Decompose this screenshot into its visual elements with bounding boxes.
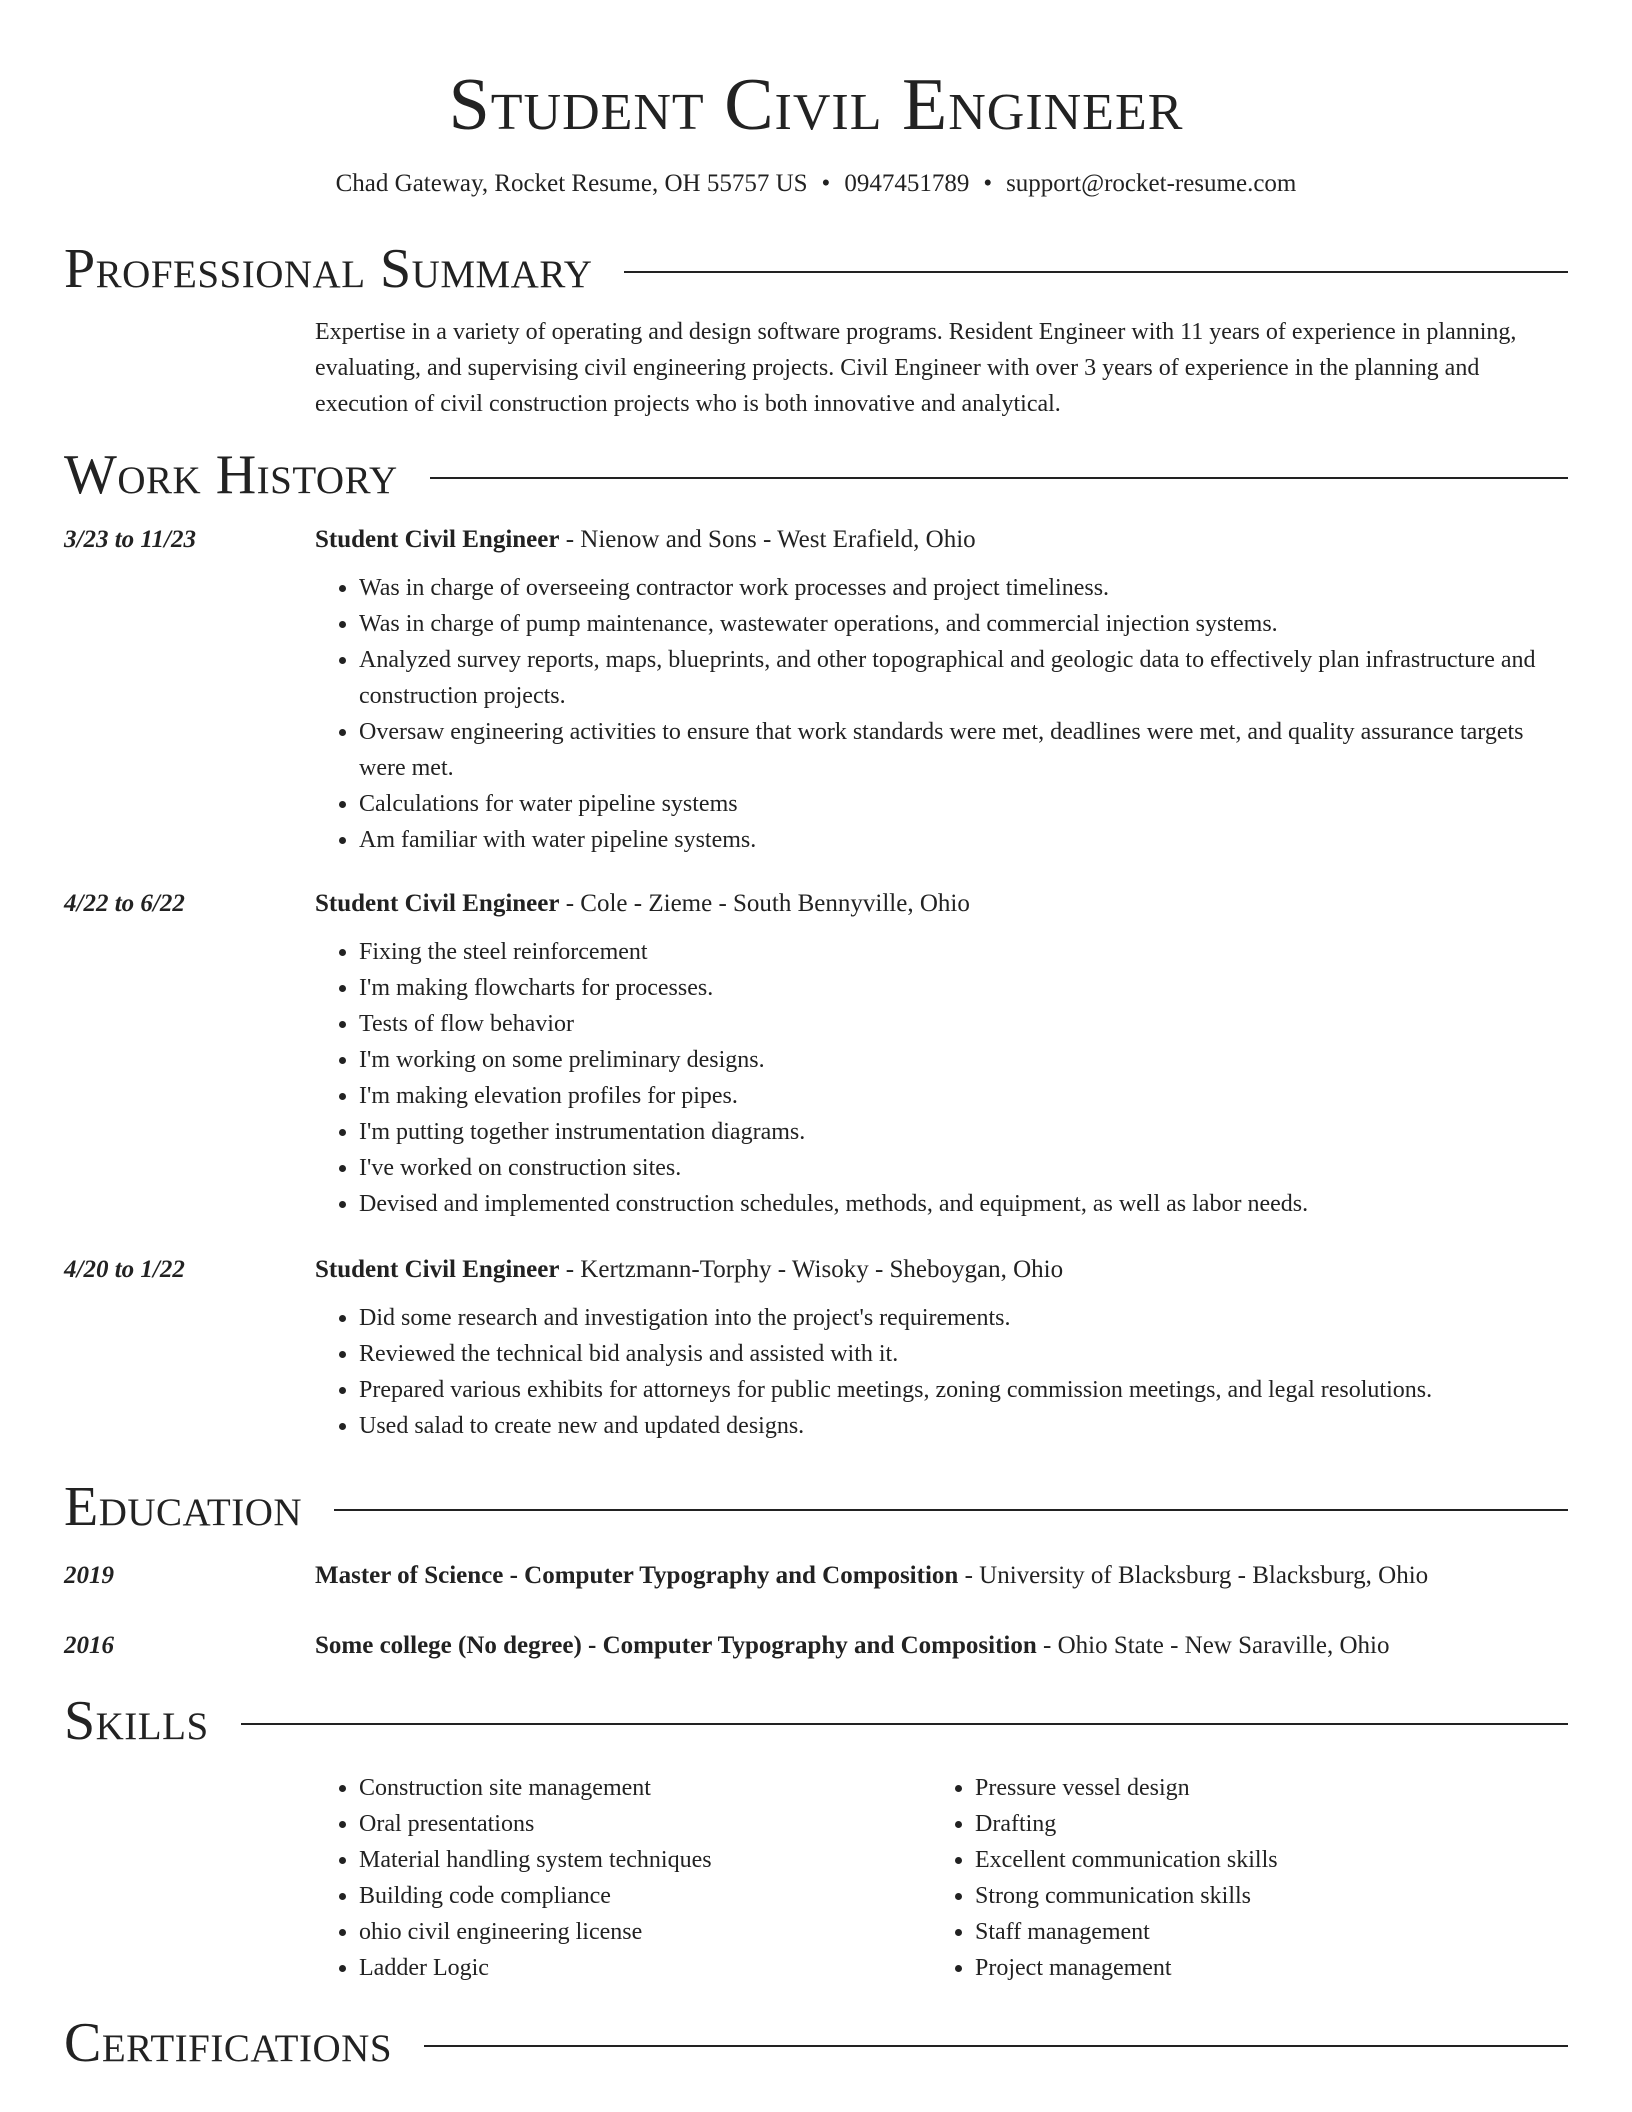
job-bullets [315,1300,1568,1444]
skills-column-right [931,1770,1547,1986]
work-section-title: Work History [64,444,398,506]
job-role: Student Civil Engineer [315,526,560,553]
job-role: Student Civil Engineer [315,890,560,917]
education-section-title: Education [64,1476,303,1538]
job-dates: 4/22 to 6/22 [64,890,185,917]
resume-name: Student Civil Engineer [448,64,1184,146]
list-item: • Am familiar with water pipeline systems. [359,822,1568,858]
list-item: • I'm working on some preliminary designs. [359,1042,1568,1078]
list-item: • I'm making elevation profiles for pipes. [359,1078,1568,1114]
list-item: • I'm making flowcharts for processes. [359,970,1568,1006]
section-divider [241,1723,1568,1725]
list-item: • Did some research and investigation into the project's requirements. [359,1300,1568,1336]
education-year: 2019 [64,1562,114,1589]
education-degree: Some college (No degree) - Computer Typography and Composition [315,1632,1037,1659]
education-entry [64,1628,1568,1664]
list-item: • Was in charge of overseeing contractor work processes and project timeliness. [359,570,1568,606]
job-content [315,886,1568,1222]
contact-phone: 0947451789 [844,170,970,197]
job-dates: 3/23 to 11/23 [64,526,196,553]
resume-page [64,0,1568,2076]
list-item: • Reviewed the technical bid analysis and assisted with it. [359,1336,1568,1372]
list-item: • Oversaw engineering activities to ensure that work standards were met, deadlines were met, and quality assurance targets were met. [359,714,1568,786]
list-item: • Prepared various exhibits for attorneys for public meetings, zoning commission meetings, and legal resolutions. [359,1372,1568,1408]
list-item: • Calculations for water pipeline systems [359,786,1568,822]
contact-line [64,168,1568,200]
list-item: • Material handling system techniques [359,1842,931,1878]
certifications-section-title: Certifications [64,2012,393,2074]
skills-section-title: Skills [64,1690,209,1752]
skills-list [315,1770,1568,1986]
job-dates: 4/20 to 1/22 [64,1256,185,1283]
job-bullets [315,570,1568,858]
list-item: • Project management [975,1950,1547,1986]
list-item: • Used salad to create new and updated designs. [359,1408,1568,1444]
list-item: • Strong communication skills [975,1878,1547,1914]
job-content [315,1252,1568,1444]
list-item: • Devised and implemented construction schedules, methods, and equipment, as well as labor needs. [359,1186,1568,1222]
job-heading [315,886,1568,922]
summary-section-title: Professional Summary [64,238,593,300]
list-item: • I've worked on construction sites. [359,1150,1568,1186]
summary-section-header [64,236,1568,302]
section-divider [624,271,1568,273]
job-heading [315,1252,1568,1288]
section-divider [430,477,1568,479]
job-details: - Cole - Zieme - South Bennyville, Ohio [559,890,970,917]
skills-column-left [315,1770,931,1986]
section-divider [334,1509,1568,1511]
list-item: • Was in charge of pump maintenance, wastewater operations, and commercial injection systems. [359,606,1568,642]
contact-address: Chad Gateway, Rocket Resume, OH 55757 US [335,170,808,197]
list-item: • Ladder Logic [359,1950,931,1986]
work-section-header [64,442,1568,508]
education-entry [64,1558,1568,1594]
job-role: Student Civil Engineer [315,1256,560,1283]
summary-text: Expertise in a variety of operating and design software programs. Resident Engineer with 11 years of experience in planning, evaluating, and supervising civil engineering projects. Civil Engineer with over 3 years of experience in the planning and execution of civil construction projects who is both innovative and analytical. [315,319,1517,417]
list-item: • Oral presentations [359,1806,931,1842]
job-entry [64,886,1568,1222]
skills-section-header [64,1688,1568,1754]
education-content [315,1558,1568,1594]
list-item: • Tests of flow behavior [359,1006,1568,1042]
list-item: • Building code compliance [359,1878,931,1914]
education-degree: Master of Science - Computer Typography and Composition [315,1562,959,1589]
education-section-header [64,1474,1568,1540]
list-item: • Construction site management [359,1770,931,1806]
job-entry [64,1252,1568,1444]
contact-email: support@rocket-resume.com [1006,170,1297,197]
section-divider [424,2045,1568,2047]
job-details: - Kertzmann-Torphy - Wisoky - Sheboygan, Ohio [559,1256,1064,1283]
list-item: • Excellent communication skills [975,1842,1547,1878]
education-details: - University of Blacksburg - Blacksburg, Ohio [958,1562,1429,1589]
contact-separator: • [983,170,993,197]
education-details: - Ohio State - New Saraville, Ohio [1036,1632,1390,1659]
list-item: • ohio civil engineering license [359,1914,931,1950]
list-item: • I'm putting together instrumentation diagrams. [359,1114,1568,1150]
list-item: • Pressure vessel design [975,1770,1547,1806]
list-item: • Staff management [975,1914,1547,1950]
contact-separator: • [821,170,831,197]
certifications-section-header [64,2010,1568,2076]
job-details: - Nienow and Sons - West Erafield, Ohio [559,526,976,553]
job-entry [64,522,1568,858]
list-item: • Fixing the steel reinforcement [359,934,1568,970]
education-content [315,1628,1568,1664]
job-content [315,522,1568,858]
job-bullets [315,934,1568,1222]
job-heading [315,522,1568,558]
education-year: 2016 [64,1632,114,1659]
list-item: • Analyzed survey reports, maps, blueprints, and other topographical and geologic data to effectively plan infrastructure and construction projects. [359,642,1568,714]
list-item: • Drafting [975,1806,1547,1842]
